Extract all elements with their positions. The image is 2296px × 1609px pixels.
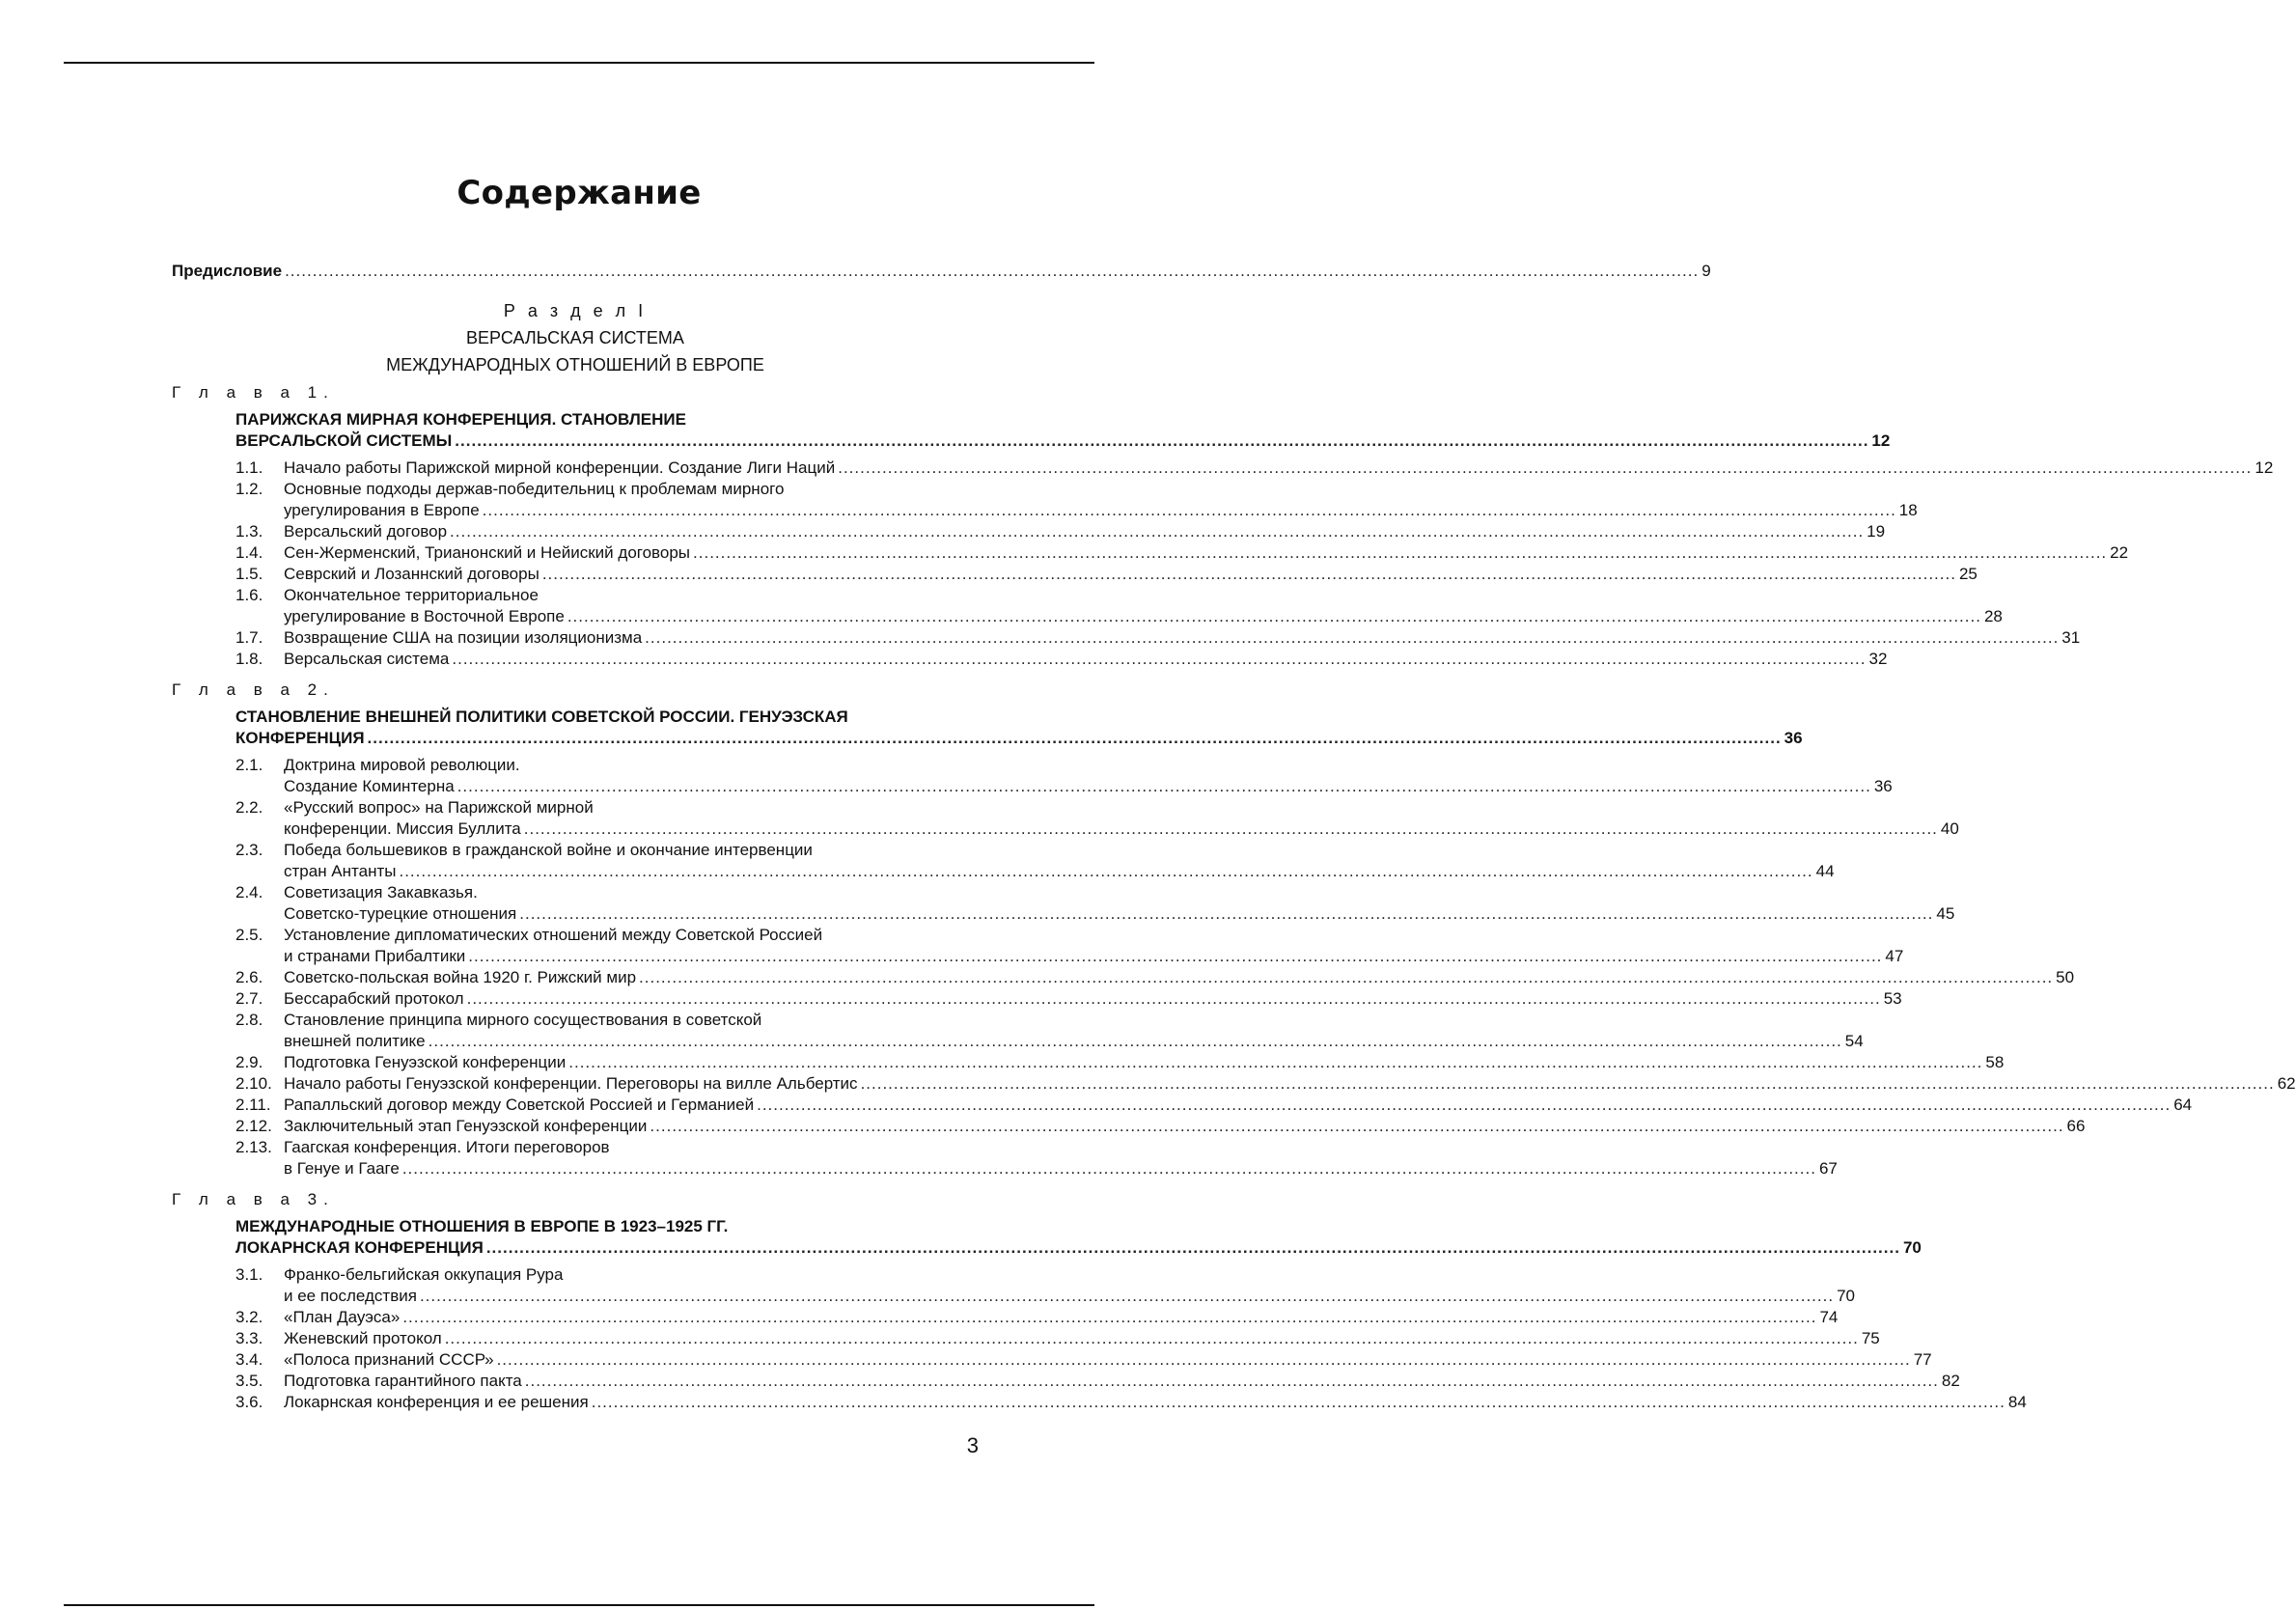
dot-leader	[402, 1307, 1816, 1328]
toc-page-number: 18	[1898, 501, 1918, 519]
dot-leader	[650, 1116, 2063, 1137]
toc-entry-number: 1.3.	[235, 522, 263, 541]
section-kicker: Р а з д е л I	[503, 301, 648, 320]
dot-leader	[467, 988, 1881, 1010]
chapter-title-line: ЛОКАРНСКАЯ КОНФЕРЕНЦИЯ	[235, 1238, 484, 1257]
toc-entry-text: Становление принципа мирного сосуществования в советской	[284, 1011, 762, 1029]
chapter-label: Г л а в а 3.	[172, 1190, 335, 1208]
toc-entry-text: Установление дипломатических отношений между Советской Россией	[284, 926, 823, 944]
chapter-title[interactable]	[235, 707, 1803, 749]
toc-page-number: 70	[1902, 1238, 1922, 1257]
toc-entry-number: 3.3.	[235, 1329, 263, 1347]
toc-page-number: 9	[1701, 262, 1711, 280]
chapters-list	[172, 382, 2296, 1413]
toc-entry-number: 2.9.	[235, 1053, 263, 1071]
dot-leader	[693, 542, 2107, 564]
toc-entry-text: Советизация Закавказья.	[284, 883, 478, 902]
dot-leader	[592, 1392, 2006, 1413]
toc-entry-text: Начало работы Генуэзской конференции. Переговоры на вилле Альбертис	[284, 1074, 858, 1093]
page-number: 3	[966, 1433, 979, 1457]
toc-entry-text: «Полоса признаний СССР»	[284, 1350, 494, 1369]
dot-leader	[402, 1158, 1816, 1179]
toc-entry-text: «План Дауэса»	[284, 1308, 401, 1326]
toc-entry-title: Предисловие	[172, 262, 283, 280]
dot-leader	[457, 776, 1871, 797]
chapter-title-line: СТАНОВЛЕНИЕ ВНЕШНЕЙ ПОЛИТИКИ СОВЕТСКОЙ РОССИИ. ГЕНУЭЗСКАЯ	[235, 707, 848, 726]
dot-leader	[645, 627, 2059, 649]
dot-leader	[542, 564, 1956, 585]
toc-entry[interactable]	[235, 542, 2129, 564]
toc-entry-number: 2.11.	[235, 1096, 271, 1114]
dot-leader	[450, 521, 1864, 542]
dot-leader	[420, 1286, 1834, 1307]
toc-entry-text: Начало работы Парижской мирной конференции. Создание Лиги Наций	[284, 458, 836, 477]
dot-leader	[524, 818, 1938, 840]
toc-entry-number: 2.2.	[235, 798, 263, 817]
toc-entry[interactable]	[235, 585, 2003, 627]
dot-leader	[838, 458, 2252, 479]
toc-entry-number: 1.7.	[235, 628, 263, 647]
toc-page-number: 47	[1885, 947, 1904, 965]
dot-leader	[861, 1073, 2275, 1095]
toc-entry-text: и странами Прибалтики	[284, 947, 466, 965]
toc-entry[interactable]	[235, 1349, 1932, 1371]
toc-entry-text: урегулирования в Европе	[284, 501, 480, 519]
toc-entry-number: 2.3.	[235, 841, 263, 859]
toc-entry[interactable]	[235, 521, 1886, 542]
chapter-items	[235, 1264, 2027, 1413]
toc-page-number: 84	[2007, 1393, 2027, 1411]
dot-leader	[568, 1052, 1982, 1073]
toc-page-number: 44	[1815, 862, 1835, 880]
dot-leader	[519, 903, 1933, 925]
toc-entry-text: Создание Коминтерна	[284, 777, 455, 795]
toc-page-number: 64	[2173, 1096, 2193, 1114]
chapter-block	[235, 707, 2296, 1179]
toc-entry-text: Локарнская конференция и ее решения	[284, 1393, 589, 1411]
toc-entry-number: 3.6.	[235, 1393, 263, 1411]
toc-entry-text: в Генуе и Гааге	[284, 1159, 400, 1178]
toc-entry[interactable]	[235, 1328, 1880, 1349]
toc-entry-text: Бессарабский протокол	[284, 989, 464, 1008]
toc-entry[interactable]	[235, 564, 1978, 585]
chapter-title-line: КОНФЕРЕНЦИЯ	[235, 729, 365, 747]
toc-entry-text: Победа большевиков в гражданской войне и окончание интервенции	[284, 841, 813, 859]
toc-page-number: 22	[2110, 543, 2129, 562]
toc-entry[interactable]	[235, 797, 1959, 840]
toc-entry[interactable]	[235, 479, 1918, 521]
toc-entry-text: Заключительный этап Генуэзской конференции	[284, 1117, 648, 1135]
dot-leader	[468, 946, 1882, 967]
dot-leader	[455, 430, 1868, 452]
toc-entry-number: 2.8.	[235, 1011, 263, 1029]
section-heading	[172, 297, 979, 378]
toc-entry-number: 2.10.	[235, 1074, 272, 1093]
chapter-title[interactable]	[235, 409, 1891, 452]
toc-page-number: 82	[1941, 1372, 1960, 1390]
toc-entry[interactable]	[235, 1010, 1864, 1052]
toc-entry-text: Рапалльский договор между Советской Россией и Германией	[284, 1096, 755, 1114]
toc-page-number: 36	[1784, 729, 1803, 747]
toc-entry-number: 3.2.	[235, 1308, 263, 1326]
toc-page-number: 75	[1861, 1329, 1880, 1347]
chapter-label: Г л а в а 2.	[172, 680, 335, 699]
toc-page-number: 32	[1868, 650, 1888, 668]
toc-entry-text: Подготовка Генуэзской конференции	[284, 1053, 567, 1071]
toc-entry-text: Версальская система	[284, 650, 450, 668]
toc-entry-number: 2.6.	[235, 968, 263, 986]
toc-page-number: 66	[2066, 1117, 2086, 1135]
toc-entry-text: «Русский вопрос» на Парижской мирной	[284, 798, 594, 817]
dot-leader	[567, 606, 1981, 627]
toc-page-number: 45	[1936, 904, 1955, 923]
top-rule	[64, 62, 1094, 64]
toc-entry[interactable]	[235, 988, 1902, 1010]
toc-entry-text: Подготовка гарантийного пакта	[284, 1372, 522, 1390]
toc-page-number: 54	[1844, 1032, 1864, 1050]
chapter-title-line: ВЕРСАЛЬСКОЙ СИСТЕМЫ	[235, 431, 453, 450]
toc-entry-text: и ее последствия	[284, 1287, 417, 1305]
toc-page-number: 62	[2277, 1074, 2296, 1093]
dot-leader	[368, 728, 1782, 749]
toc-entry[interactable]	[235, 1307, 1839, 1328]
toc-page-number: 36	[1873, 777, 1893, 795]
toc-entry[interactable]	[235, 1137, 1838, 1179]
toc-entry[interactable]	[235, 967, 2075, 988]
toc-entry[interactable]	[235, 1052, 2005, 1073]
toc-entry[interactable]	[235, 1116, 2086, 1137]
toc-entry-number: 3.1.	[235, 1265, 263, 1284]
toc-entry-text: Советско-турецкие отношения	[284, 904, 517, 923]
toc-entry[interactable]	[235, 627, 2081, 649]
toc-entry[interactable]	[235, 755, 1893, 797]
toc-entry-number: 2.5.	[235, 926, 263, 944]
dot-leader	[429, 1031, 1842, 1052]
dot-leader	[452, 649, 1866, 670]
toc-page-number: 58	[1985, 1053, 2005, 1071]
toc-page-number: 50	[2056, 968, 2075, 986]
chapter-title-line: ПАРИЖСКАЯ МИРНАЯ КОНФЕРЕНЦИЯ. СТАНОВЛЕНИЕ	[235, 410, 686, 429]
dot-leader	[757, 1095, 2171, 1116]
toc-entry-number: 2.1.	[235, 756, 263, 774]
toc-entry-number: 3.5.	[235, 1372, 263, 1390]
toc-entry-number: 1.5.	[235, 565, 263, 583]
chapter-label: Г л а в а 1.	[172, 383, 335, 402]
page-title: Содержание	[456, 174, 702, 212]
toc-entry-text: Версальский договор	[284, 522, 448, 541]
bottom-rule	[64, 1604, 1094, 1606]
toc-entry-text: Сен-Жерменский, Трианонский и Нейиский договоры	[284, 543, 691, 562]
toc-entry-text: Возвращение США на позиции изоляционизма	[284, 628, 643, 647]
toc-page-number: 74	[1819, 1308, 1839, 1326]
chapter-block	[235, 1216, 2027, 1413]
table-of-contents	[172, 261, 2296, 1413]
toc-entry-text: Доктрина мировой революции.	[284, 756, 520, 774]
toc-entry-text: Советско-польская война 1920 г. Рижский мир	[284, 968, 637, 986]
toc-entry[interactable]	[235, 1371, 1960, 1392]
toc-entry[interactable]	[235, 925, 1904, 967]
dot-leader	[483, 500, 1896, 521]
toc-entry-number: 2.4.	[235, 883, 263, 902]
toc-entry-text: Окончательное территориальное	[284, 586, 539, 604]
chapter-title[interactable]	[235, 1216, 1922, 1259]
toc-entry-number: 3.4.	[235, 1350, 263, 1369]
toc-entry-number: 1.1.	[235, 458, 263, 477]
toc-page-number: 19	[1867, 522, 1886, 541]
section-title-line: МЕЖДУНАРОДНЫХ ОТНОШЕНИЙ В ЕВРОПЕ	[386, 355, 764, 375]
toc-entry-text: Женевский протокол	[284, 1329, 442, 1347]
section-title-line: ВЕРСАЛЬСКАЯ СИСТЕМА	[466, 328, 684, 347]
toc-page-number: 28	[1983, 607, 2003, 625]
dot-leader	[525, 1371, 1939, 1392]
toc-entry-text: Гаагская конференция. Итоги переговоров	[284, 1138, 610, 1156]
toc-entry[interactable]	[235, 1073, 2296, 1095]
toc-entry-text: стран Антанты	[284, 862, 397, 880]
toc-entry-text: урегулирование в Восточной Европе	[284, 607, 565, 625]
toc-page-number: 77	[1913, 1350, 1932, 1369]
toc-entry-number: 1.2.	[235, 480, 263, 498]
toc-entry[interactable]	[235, 1392, 2027, 1413]
toc-entry-preface[interactable]	[172, 261, 1711, 282]
toc-entry-text: конференции. Миссия Буллита	[284, 819, 521, 838]
toc-entry-number: 2.7.	[235, 989, 263, 1008]
toc-entry[interactable]	[235, 882, 1955, 925]
toc-entry-number: 1.6.	[235, 586, 263, 604]
toc-page-number: 12	[1871, 431, 1891, 450]
toc-entry-number: 1.8.	[235, 650, 263, 668]
dot-leader	[445, 1328, 1859, 1349]
chapter-items	[235, 458, 2274, 670]
toc-entry-number: 2.13.	[235, 1138, 272, 1156]
toc-entry[interactable]	[235, 458, 2274, 479]
toc-entry-text: Основные подходы держав-победительниц к проблемам мирного	[284, 480, 785, 498]
toc-entry-number: 2.12.	[235, 1117, 272, 1135]
toc-entry[interactable]	[235, 1095, 2193, 1116]
toc-page-number: 53	[1883, 989, 1902, 1008]
toc-entry[interactable]	[235, 840, 1835, 882]
dot-leader	[285, 261, 1699, 282]
toc-entry[interactable]	[235, 649, 1888, 670]
toc-page-number: 70	[1837, 1287, 1855, 1305]
chapter-items	[235, 755, 2296, 1179]
dot-leader	[399, 861, 1812, 882]
dot-leader	[639, 967, 2053, 988]
chapter-block	[235, 409, 2274, 670]
toc-page-number: 40	[1940, 819, 1959, 838]
toc-entry-text: внешней политике	[284, 1032, 426, 1050]
chapter-title-line: МЕЖДУНАРОДНЫЕ ОТНОШЕНИЯ В ЕВРОПЕ В 1923–1925 ГГ.	[235, 1217, 729, 1235]
toc-entry-text: Франко-бельгийская оккупация Рура	[284, 1265, 564, 1284]
toc-page-number: 67	[1818, 1159, 1838, 1178]
toc-entry[interactable]	[235, 1264, 1855, 1307]
toc-page-number: 31	[2061, 628, 2081, 647]
toc-page-number: 12	[2255, 458, 2274, 477]
toc-entry-text: Севрский и Лозаннский договоры	[284, 565, 539, 583]
dot-leader	[497, 1349, 1911, 1371]
dot-leader	[486, 1237, 1900, 1259]
toc-entry-number: 1.4.	[235, 543, 263, 562]
toc-page-number: 25	[1958, 565, 1978, 583]
